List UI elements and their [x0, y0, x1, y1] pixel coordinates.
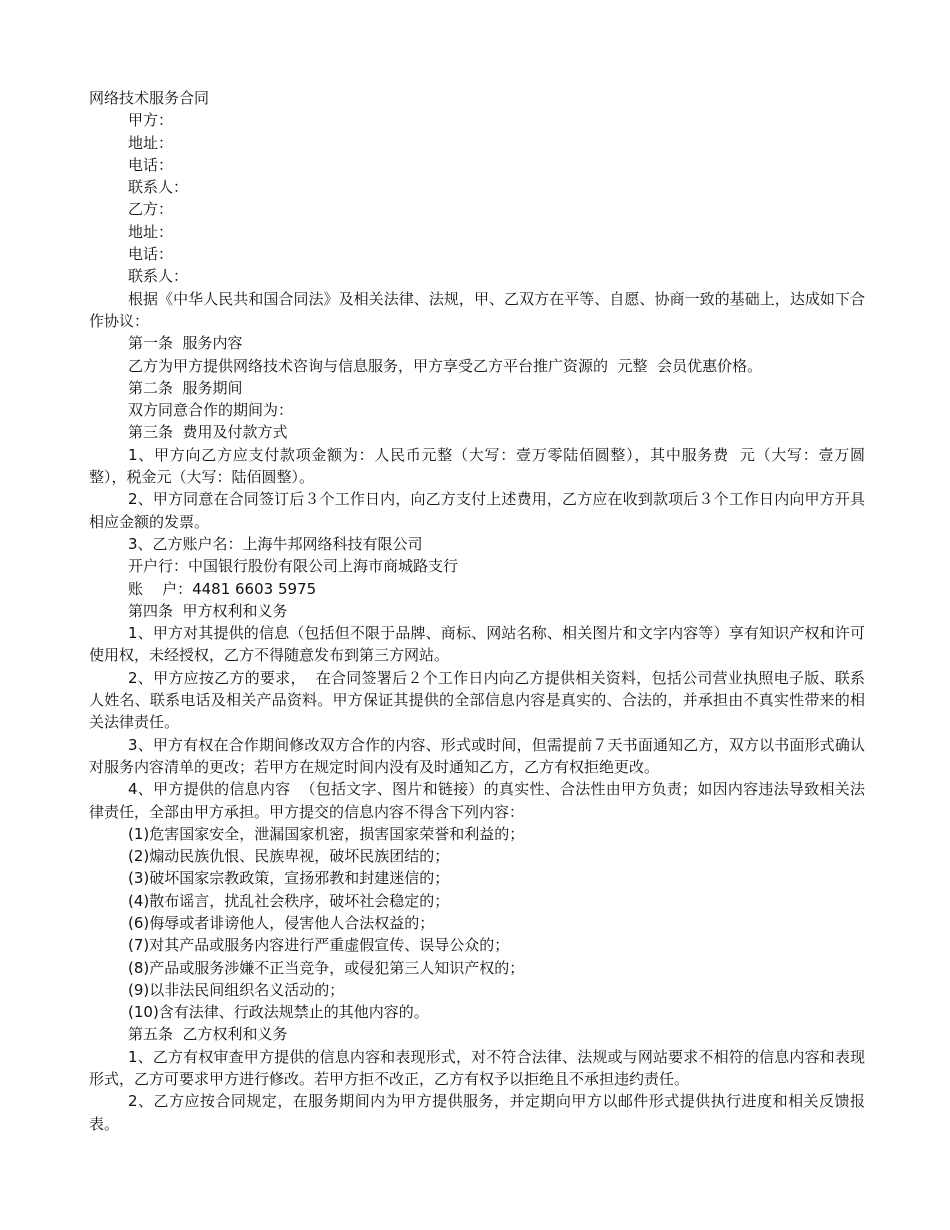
- party-a-label: 甲方：: [128, 111, 174, 130]
- article-3-clause-1: 1、甲方向乙方应支付款项金额为：人民币元整（大写：壹万零陆佰圆整），其中服务费 元（大写：壹万圆整），税金元（大写：陆佰圆整）。: [89, 445, 865, 487]
- preamble-paragraph: 根据《中华人民共和国合同法》及相关法律、法规，甲、乙双方在平等、自愿、协商一致的基础上，达成如下合作协议：: [89, 289, 865, 330]
- article-2-text: 双方同意合作的期间为：: [128, 401, 294, 420]
- prohibited-item: (3)破坏国家宗教政策，宣扬邪教和封建迷信的；: [128, 869, 450, 888]
- article-4-clause-4: 4、甲方提供的信息内容 （包括文字、图片和链接）的真实性、合法性由甲方负责；如因内容违法导致相关法律责任，全部由甲方承担。甲方提交的信息内容不得含下列内容：: [89, 780, 865, 821]
- account-number-line: 账 户：4481 6603 5975: [128, 579, 317, 598]
- article-3-clause-2: 2、甲方同意在合同签订后３个工作日内，向乙方支付上述费用，乙方应在收到款项后３个工作日内向甲方开具相应金额的发票。: [89, 490, 865, 531]
- prohibited-item: (4)散布谣言，扰乱社会秩序，破坏社会稳定的；: [128, 891, 450, 910]
- prohibited-item: (10)含有法律、行政法规禁止的其他内容的。: [128, 1003, 429, 1022]
- article-4-clause-3: 3、甲方有权在合作期间修改双方合作的内容、形式或时间，但需提前７天书面通知乙方，双方以书面形式确认对服务内容清单的更改；若甲方在规定时间内没有及时通知乙方，乙方有权拒绝更改。: [89, 735, 865, 776]
- contract-document: [89, 87, 865, 1135]
- party-b-label: 乙方：: [128, 200, 174, 219]
- article-5-clause-1: 1、乙方有权审查甲方提供的信息内容和表现形式，对不符合法律、法规或与网站要求不相符的信息内容和表现形式，乙方可要求甲方进行修改。若甲方拒不改正，乙方有权予以拒绝且不承担违约责任。: [89, 1047, 865, 1089]
- article-4-clause-1: 1、甲方对其提供的信息（包括但不限于品牌、商标、网站名称、相关图片和文字内容等）享有知识产权和许可使用权，未经授权，乙方不得随意发布到第三方网站。: [89, 624, 865, 665]
- prohibited-item: (1)危害国家安全，泄漏国家机密，损害国家荣誉和利益的；: [128, 824, 525, 843]
- article-5-clause-2: 2、乙方应按合同规定，在服务期间内为甲方提供服务，并定期向甲方以邮件形式提供执行进度和相关反馈报表。: [89, 1092, 865, 1133]
- party-a-address-label: 地址：: [128, 133, 174, 152]
- prohibited-item: (2)煽动民族仇恨、民族卑视，破坏民族团结的；: [128, 847, 450, 866]
- party-b-phone-label: 电话：: [128, 245, 174, 264]
- prohibited-item: (9)以非法民间组织名义活动的；: [128, 980, 345, 999]
- prohibited-item: (7)对其产品或服务内容进行严重虚假宣传、误导公众的；: [128, 936, 510, 955]
- party-a-phone-label: 电话：: [128, 155, 174, 174]
- prohibited-item: (6)侮辱或者诽谤他人，侵害他人合法权益的；: [128, 913, 435, 932]
- party-b-address-label: 地址：: [128, 222, 174, 241]
- party-b-contact-label: 联系人：: [128, 267, 189, 286]
- article-5-heading: 第五条 乙方权利和义务: [128, 1025, 288, 1044]
- bank-name-line: 开户行：中国银行股份有限公司上海市商城路支行: [128, 557, 459, 576]
- article-1-heading: 第一条 服务内容: [128, 334, 243, 353]
- article-3-clause-3: 3、乙方账户名：上海牛邦网络科技有限公司: [128, 534, 423, 553]
- article-2-heading: 第二条 服务期间: [128, 378, 243, 397]
- article-4-heading: 第四条 甲方权利和义务: [128, 601, 288, 620]
- document-title: 网络技术服务合同: [89, 89, 210, 107]
- article-1-text: 乙方为甲方提供网络技术咨询与信息服务，甲方享受乙方平台推广资源的 元整 会员优惠价格。: [128, 356, 763, 375]
- article-3-heading: 第三条 费用及付款方式: [128, 423, 288, 442]
- party-a-contact-label: 联系人：: [128, 178, 189, 197]
- article-4-clause-2: 2、甲方应按乙方的要求， 在合同签署后２个工作日内向乙方提供相关资料，包括公司营业执照电子版、联系人姓名、联系电话及相关产品资料。甲方保证其提供的全部信息内容是真实的、合法的，并承担由不真实性带来的相关法律责任。: [89, 668, 865, 732]
- prohibited-item: (8)产品或服务涉嫌不正当竞争，或侵犯第三人知识产权的；: [128, 958, 525, 977]
